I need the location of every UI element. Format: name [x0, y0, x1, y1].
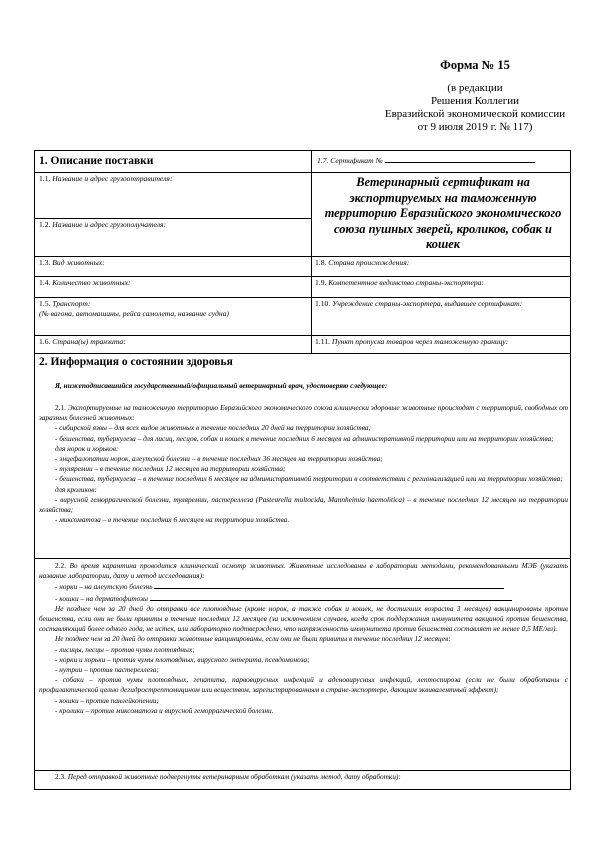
- field-1-4-animal-count[interactable]: [39, 278, 131, 288]
- field-1-7-certificate-no[interactable]: [317, 155, 567, 166]
- paragraph-2-1: [39, 403, 568, 525]
- test-label: - норки – на алеутскую болезнь: [55, 582, 153, 592]
- field-1-3-animal-type[interactable]: [39, 258, 105, 268]
- certificate-table: [34, 150, 571, 790]
- field-label: Вид животных:: [52, 258, 105, 267]
- list-item: - норки и хорьки – против чумы плотоядных, вирусного энтерита, псевдомоноза;: [55, 654, 310, 664]
- test-mink[interactable]: [39, 581, 568, 592]
- test-cats[interactable]: [39, 593, 568, 604]
- list-item: - собаки – против чумы плотоядных, гепатита, парвовирусных инфекций и аденовирусных инфекций, лептоспироза (если не были обработаны с профилактической целью дегидрострептомицином или веществом, зарегистрированным в стране-экспортере, дающим эквивалентный эффект);: [39, 675, 568, 695]
- divider: [35, 297, 570, 298]
- field-label: Транспорт:: [52, 299, 91, 308]
- field-1-1-shipper[interactable]: [39, 174, 172, 184]
- field-num: 1.11.: [315, 337, 330, 346]
- field-label: Учреждение страны-экспортера, выдавшее сертификат:: [332, 299, 523, 308]
- divider: [35, 558, 570, 559]
- field-label: Страна происхождения:: [328, 258, 410, 267]
- field-1-6-transit-countries[interactable]: [39, 337, 126, 347]
- rabies-vaccination-text: Не позднее чем за 20 дней до отправки все плотоядные (кроме норок, а также собак и кошек, не достигших возраста 3 месяцев) вакцинированы против бешенства, если они не были привиты в течение последних 12 месяцев (за исключением случаев, когда срок поддержания иммунитета вакциной против бешенства, составляющий более одного года, не истек, или лабораторно подтверждено, что напряженность иммунитета против бешенства составляет не менее 0,5 МЕ/мл).: [39, 603, 568, 634]
- paragraph-2-3[interactable]: [39, 772, 568, 782]
- para-num: 2.3.: [55, 772, 66, 781]
- certificate-title: Ветеринарный сертификат на экспортируемых на таможенную территорию Евразийского экономического союза пушных зверей, кроликов, собак и кошек: [324, 175, 562, 251]
- field-1-11-border-crossing[interactable]: [315, 337, 508, 347]
- test-cats-input[interactable]: [150, 593, 512, 601]
- field-1-8-origin-country[interactable]: [315, 258, 409, 268]
- field-num: 1.2.: [39, 220, 51, 229]
- list-item: - сибирской язвы – для всех видов животных в течение последних 20 дней на территории хозяйства;: [55, 423, 371, 433]
- section2-title: 2. Информация о состоянии здоровья: [39, 356, 233, 368]
- field-num: 1.9.: [315, 278, 327, 287]
- field-1-5-transport[interactable]: [39, 299, 307, 319]
- list-item: - туляремии – в течение последних 12 месяцев на территории хозяйства;: [55, 464, 286, 474]
- field-num: 1.8.: [315, 258, 327, 267]
- para-intro: Во время карантина проводится клинический осмотр животных. Животные исследованы в лаборатории методами, рекомендованными МЭБ (указать название лаборатории, дату и метод исследования):: [39, 561, 568, 581]
- form-number: Форма № 15: [440, 58, 510, 72]
- divider: [35, 335, 570, 336]
- field-label: Название и адрес грузополучателя:: [52, 220, 167, 229]
- list-subheading: для кроликов:: [55, 484, 97, 494]
- declaration-text: Я, нижеподписавшийся государственный/официальный ветеринарный врач, удостоверяю следующее:: [55, 381, 388, 390]
- field-num: 1.6.: [39, 337, 51, 346]
- divider: [35, 276, 570, 277]
- field-sublabel: (№ вагона, автомашины, рейса самолета, название судна): [39, 309, 229, 318]
- edition-line: от 9 июля 2019 г. № 117): [417, 121, 533, 133]
- list-item: - миксоматоза – в течение последних 6 месяцев на территории хозяйства.: [55, 515, 290, 525]
- edition-note: [360, 82, 590, 134]
- field-1-9-competent-authority[interactable]: [315, 278, 484, 288]
- divider: [35, 256, 570, 257]
- paragraph-2-2: [39, 561, 568, 716]
- certificate-no-input[interactable]: [385, 155, 535, 163]
- list-item: - кошки – против панлейкопении;: [55, 695, 159, 705]
- field-label: Количество животных:: [52, 278, 131, 287]
- field-num: 1.4.: [39, 278, 51, 287]
- para-intro: Экспортируемые на таможенную территорию Евразийского экономического союза клинически здоровые животные происходят с территорий, свободных от заразных болезней животных:: [39, 403, 568, 423]
- field-label: Страна(ы) транзита:: [52, 337, 126, 346]
- field-label: 1.7. Сертификат №: [317, 156, 383, 165]
- field-num: 1.10.: [315, 299, 331, 308]
- field-label: Пункт пропуска товаров через таможенную границу:: [331, 337, 509, 346]
- list-item: - бешенства, туберкулеза – в течение последних 6 месяцев на административной территории в соответствии с регионализацией или на территории хозяйства;: [55, 474, 563, 484]
- list-item: - бешенства, туберкулеза – для лисиц, песцов, собак и кошек в течение последних 6 месяцев на административной территории или на территории хозяйства;: [55, 433, 554, 443]
- para-text: Перед отправкой животные подвергнуты ветеринарным обработкам (указать метод, дату обработки):: [67, 772, 401, 781]
- column-divider: [311, 151, 312, 353]
- list-subheading: для норок и хорьков:: [55, 443, 119, 453]
- test-mink-input[interactable]: [154, 581, 504, 589]
- vaccination-intro: Не позднее чем за 20 дней до отправки животные вакцинированы, если они не были привиты в течение последних 12 месяцев:: [55, 634, 451, 644]
- list-item: - вирусной геморрагической болезни, туляремии, пастереллеза (Pasteurella multocida, Mannheimia haemolitica) – в течение последних 12 месяцев на территории хозяйства;: [39, 494, 568, 515]
- para-num: 2.2.: [55, 561, 66, 570]
- section1-title: 1. Описание поставки: [39, 155, 154, 167]
- divider: [35, 218, 311, 219]
- field-num: 1.1.: [39, 174, 51, 183]
- field-num: 1.3.: [39, 258, 51, 267]
- field-label: Название и адрес грузоотправителя:: [52, 174, 173, 183]
- list-item: - энцефалопатии норок, алеутской болезни – в течение последних 36 месяцев на территории хозяйства;: [55, 454, 383, 464]
- divider: [35, 353, 570, 354]
- edition-line: (в редакции: [447, 82, 503, 94]
- para-num: 2.1.: [55, 403, 66, 412]
- list-item: - нутрии – против пастереллеза;: [55, 665, 159, 675]
- edition-line: Евразийской экономической комиссии: [384, 108, 566, 120]
- divider: [35, 770, 570, 771]
- field-num: 1.5.: [39, 299, 51, 308]
- field-1-2-consignee[interactable]: [39, 220, 166, 230]
- list-item: - лисицы, песцы – против чумы плотоядных;: [55, 644, 195, 654]
- edition-line: Решения Коллегии: [430, 95, 520, 107]
- divider: [35, 172, 570, 173]
- field-label: Компетентное ведомство страны-экспортера:: [328, 278, 484, 287]
- declaration: [39, 381, 568, 391]
- list-item: - кролики – против миксоматоза и вирусной геморрагической болезни.: [55, 705, 274, 715]
- field-1-10-issuing-institution[interactable]: [315, 299, 522, 309]
- test-label: - кошки – на дерматофитозы: [55, 593, 148, 603]
